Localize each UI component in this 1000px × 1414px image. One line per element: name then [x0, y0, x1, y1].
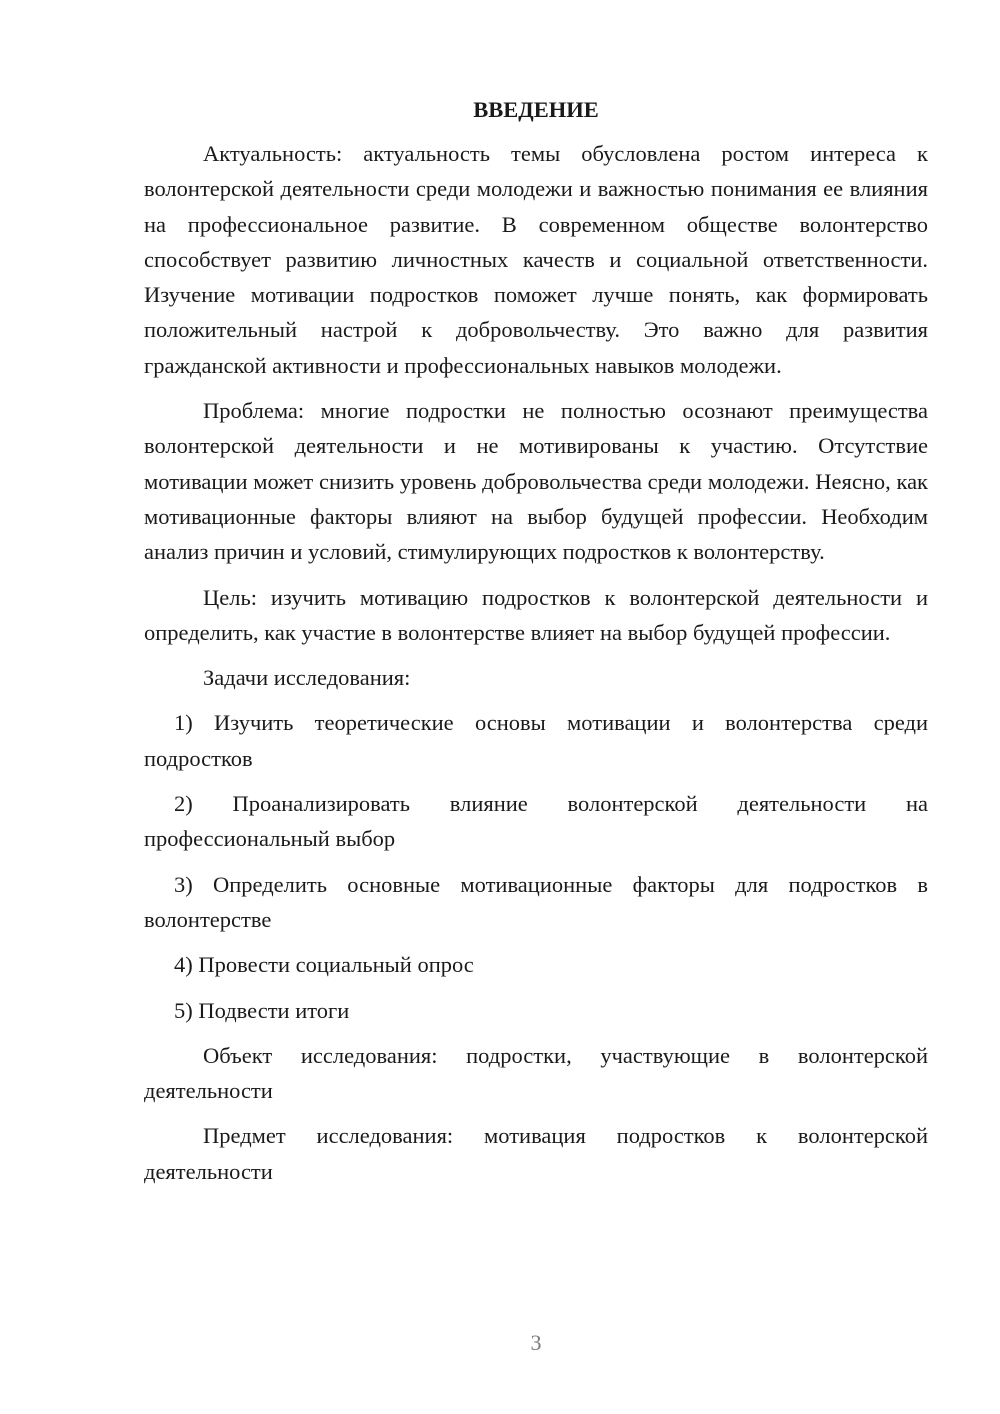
research-subject-paragraph: Предмет исследования: мотивация подростков к волонтерской деятельности — [144, 1123, 928, 1184]
task-item-4: 4) Провести социальный опрос — [174, 952, 474, 978]
problem-paragraph: Проблема: многие подростки не полностью осознают преимущества волонтерской деятельности и не мотивированы к участию. Отсутствие мотивации может снизить уровень добровольчества среди молодежи. Неясно, как мотивационные факторы влияют на выбор будущей профессии. Необходим анализ причин и условий, стимулирующих подростков к волонтерству. — [144, 398, 928, 565]
relevance-paragraph: Актуальность: актуальность темы обусловлена ростом интереса к волонтерской деятельности среди молодежи и важностью понимания ее влияния на профессиональное развитие. В современном обществе волонтерство способствует развитию личностных качеств и социальной ответственности. Изучение мотивации подростков поможет лучше понять, как формировать положительный настрой к добровольчеству. Это важно для развития гражданской активности и профессиональных навыков молодежи. — [144, 141, 928, 378]
task-item-5: 5) Подвести итоги — [174, 997, 350, 1023]
task-item-2: 2) Проанализировать влияние волонтерской деятельности на профессиональный выбор — [144, 791, 928, 852]
page-number: 3 — [530, 1330, 542, 1355]
research-object-paragraph: Объект исследования: подростки, участвующие в волонтерской деятельности — [144, 1042, 928, 1104]
section-title: ВВЕДЕНИЕ — [473, 97, 599, 122]
task-item-3: 3) Определить основные мотивационные факторы для подростков в волонтерстве — [144, 871, 928, 932]
document-page — [144, 88, 928, 1199]
task-item-1: 1) Изучить теоретические основы мотивации и волонтерства среди подростков — [144, 710, 928, 771]
tasks-heading: Задачи исследования: — [203, 665, 411, 691]
goal-paragraph: Цель: изучить мотивацию подростков к волонтерской деятельности и определить, как участие в волонтерстве влияет на выбор будущей профессии. — [144, 584, 928, 645]
